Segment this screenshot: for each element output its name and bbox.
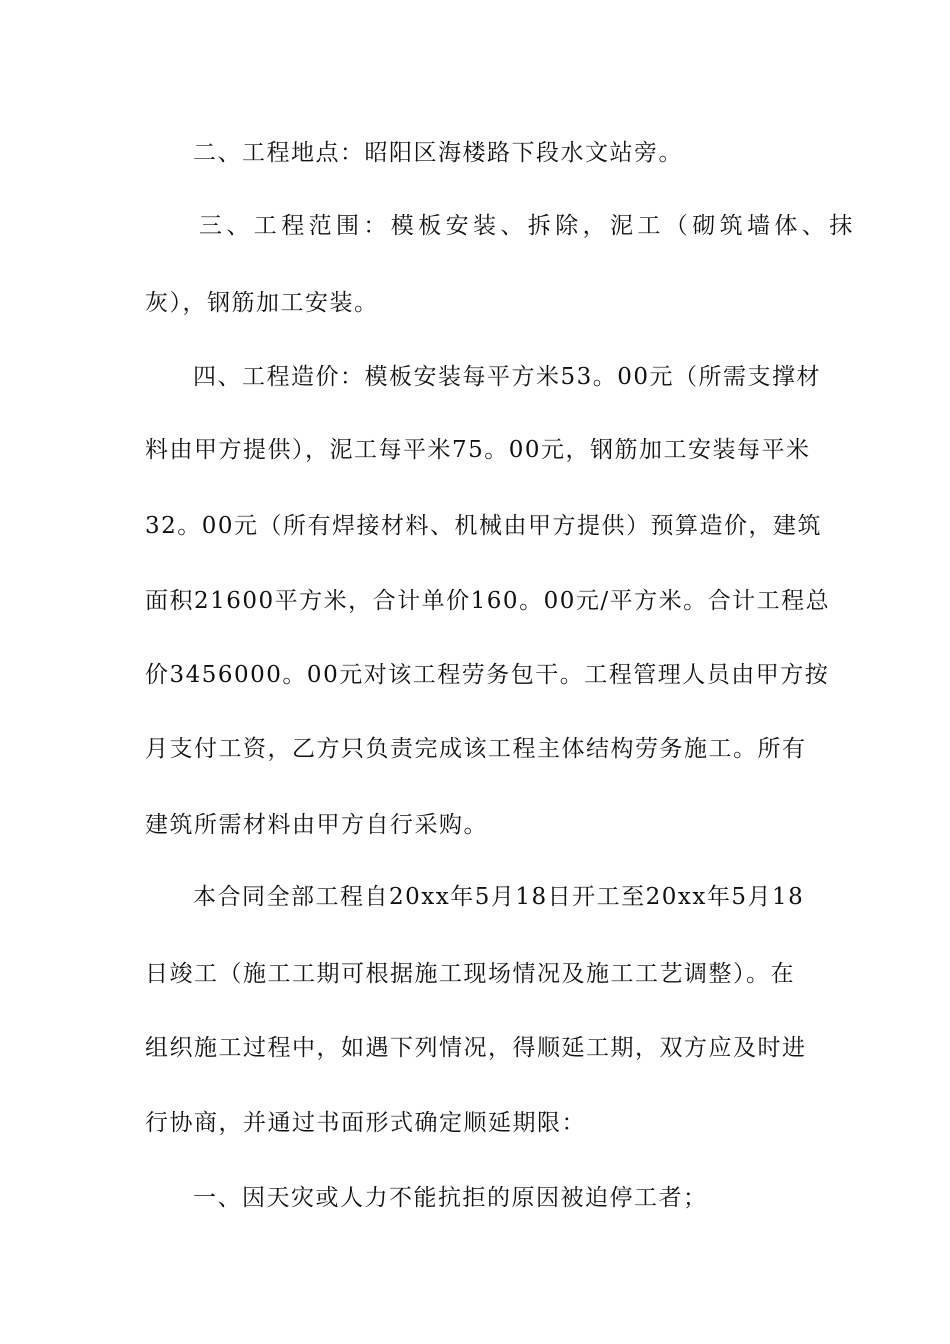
text-line-force-majeure: 一、因天灾或人力不能抗拒的原因被迫停工者；	[193, 1185, 708, 1211]
text-line-project-cost-cont-5: 月支付工资，乙方只负责完成该工程主体结构劳务施工。所有	[145, 736, 807, 762]
text-line-contract-period-cont-3: 行协商，并通过书面形式确定顺延期限：	[145, 1110, 586, 1136]
text-line-project-cost: 四、工程造价：模板安装每平方米53。00元（所需支撑材	[193, 364, 822, 390]
text-line-contract-period-cont-1: 日竣工（施工工期可根据施工现场情况及施工工艺调整）。在	[145, 961, 795, 987]
text-line-project-cost-cont-1: 料由甲方提供），泥工每平米75。00元，钢筋加工安装每平米	[145, 437, 811, 463]
text-line-project-cost-cont-6: 建筑所需材料由甲方自行采购。	[145, 812, 488, 838]
text-line-project-scope: 三、工程范围：模板安装、拆除，泥工（砌筑墙体、抹	[199, 213, 857, 239]
text-line-contract-period: 本合同全部工程自20xx年5月18日开工至20xx年5月18	[193, 884, 805, 910]
text-line-project-cost-cont-4: 价3456000。00元对该工程劳务包干。工程管理人员由甲方按	[145, 662, 830, 688]
text-line-project-cost-cont-2: 32。00元（所有焊接材料、机械由甲方提供）预算造价，建筑	[145, 513, 823, 539]
text-line-project-location: 二、工程地点：昭阳区海楼路下段水文站旁。	[193, 140, 683, 166]
text-line-contract-period-cont-2: 组织施工过程中，如遇下列情况，得顺延工期，双方应及时进	[145, 1035, 807, 1061]
text-line-project-cost-cont-3: 面积21600平方米，合计单价160。00元/平方米。合计工程总	[145, 588, 831, 614]
text-line-project-scope-cont: 灰），钢筋加工安装。	[145, 290, 379, 316]
